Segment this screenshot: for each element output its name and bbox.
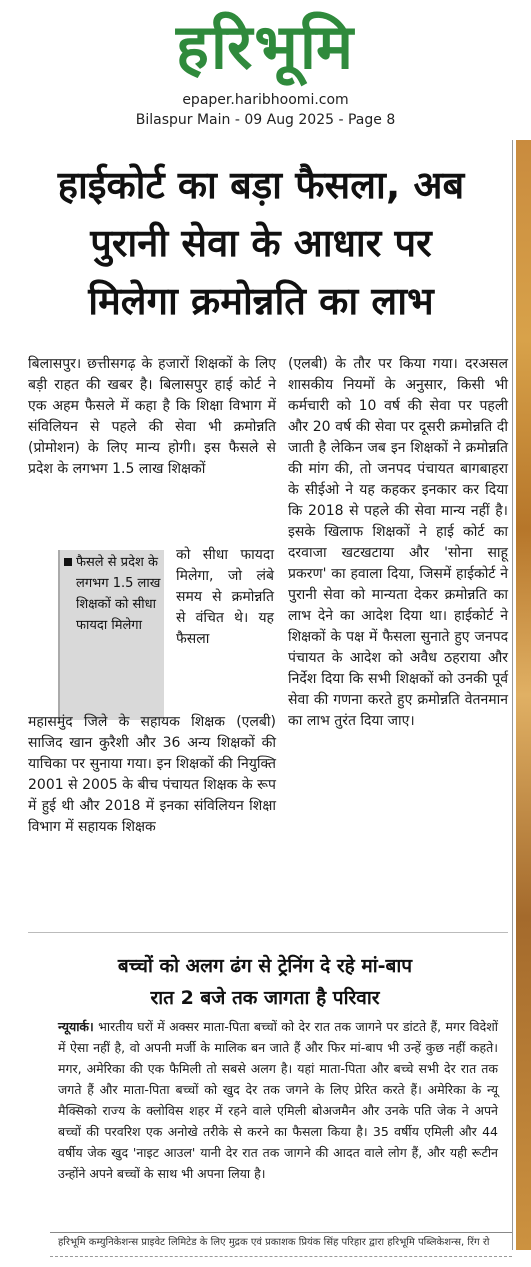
pull-quote-box	[58, 550, 164, 720]
second-article-body	[58, 1016, 498, 1184]
headline-line: पुरानी सेवा के आधार पर	[90, 221, 432, 265]
dateline: न्यूयार्क।	[58, 1019, 94, 1034]
edition-info: Bilaspur Main - 09 Aug 2025 - Page 8	[135, 112, 396, 128]
footer-dashed-rule	[50, 1256, 512, 1257]
headline-line: हाईकोर्ट का बड़ा फैसला, अब	[57, 163, 465, 207]
headline-line: मिलेगा क्रमोन्नति का लाभ	[88, 279, 434, 323]
pull-quote-text: फैसले से प्रदेश के लगभग 1.5 लाख शिक्षकों को सीधा फायदा मिलेगा	[76, 555, 161, 633]
second-article-headline	[40, 950, 490, 1014]
article-column-1-bottom: महासमुंद जिले के सहायक शिक्षक (एलबी) साजिद खान कुरैशी और 36 अन्य शिक्षकों की याचिका पर सुनाया गया। इन शिक्षकों की नियुक्ति 2001 से 2005 के बीच पंचायत शिक्षक के रूप में हुई थी और 2018 में इनका संविलियन शिक्षा विभाग में सहायक शिक्षक	[28, 714, 276, 835]
section-divider	[28, 932, 508, 933]
article-column-2: (एलबी) के तौर पर किया गया। दरअसल शासकीय नियमों के अनुसार, किसी भी कर्मचारी को 10 वर्ष की सेवा पर पहली और 20 वर्ष की सेवा पर दूसरी क्रमोन्नति दी जाती है लेकिन जब इन शिक्षकों ने क्रमोन्नति की मांग की, तो जनपद पंचायत बागबाहरा के सीईओ ने यह कहकर इनकार कर दिया कि 2018 से पहले की सेवा मान्य नहीं है। इसके खिलाफ शिक्षकों ने हाई कोर्ट का दरवाजा खटखटाया और 'सोना साहू प्रकरण' का हवाला दिया, जिसमें हाईकोर्ट ने पुरानी सेवा को मान्यता देकर क्रमोन्नति का लाभ देने का आदेश दिया था। हाईकोर्ट ने शिक्षकों के पक्ष में फैसला सुनाते हुए जनपद पंचायत के आदेश को अवैध ठहराया और निर्देश दिया कि सभी शिक्षकों को उनकी पूर्व सेवा की गणना करते हुए क्रमोन्नति वेतनमान का लाभ तुरंत दिया जाए।	[288, 356, 508, 729]
adjacent-page-image-strip	[516, 140, 531, 1250]
bullet-icon	[64, 558, 72, 566]
footer-rule	[50, 1232, 512, 1233]
article-column-1-top: बिलासपुर। छत्तीसगढ़ के हजारों शिक्षकों के लिए बड़ी राहत की खबर है। बिलासपुर हाई कोर्ट ने एक अहम फैसले में कहा है कि शिक्षा विभाग में संविलियन से पहले की सेवा भी क्रमोन्नति (प्रोमोशन) के लिए मान्य होगी। इस फैसले से प्रदेश के लगभग 1.5 लाख शिक्षकों	[28, 356, 276, 477]
logo-text: हरिभूमि	[175, 10, 356, 83]
footer-imprint: हरिभूमि कम्युनिकेशन्स प्राइवेट लिमिटेड के लिए मुद्रक एवं प्रकाशक प्रियंक सिंह परिहार द्वारा हरिभूमि पब्लिकेशन्स, रिंग रो	[58, 1237, 490, 1248]
article-headline	[14, 156, 508, 330]
site-url: epaper.haribhoomi.com	[182, 92, 349, 108]
second-article-text: भारतीय घरों में अक्सर माता-पिता बच्चों को देर रात तक जागने पर डांटते हैं, मगर विदेशों में ऐसा नहीं है, वो अपनी मर्जी के मालिक बन जाते हैं और फिर मां-बाप भी उन्हें कुछ नहीं कहते। मगर, अमेरिका की एक फैमिली तो सबसे अलग है। यहां माता-पिता और बच्चे सभी देर रात तक जगते हैं और माता-पिता बच्चों को खुद देर तक जगने के लिए प्रेरित करते हैं। अमेरिका के न्यू मैक्सिको राज्य के क्लोविस शहर में रहने वाले एमिली बोअजमैन और उनके पति जेक ने अपने बच्चों की परवरिश एक अनोखे तरीके से करने का फैसला किया है। 35 वर्षीय एमिली और 44 वर्षीय जेक खुद 'नाइट आउल' यानी देर रात तक जागने की आदत वाले लोग हैं, और यही रूटीन उन्होंने अपने बच्चों के साथ भी अपना लिया है।	[58, 1019, 498, 1181]
headline-line: बच्चों को अलग ढंग से ट्रेनिंग दे रहे मां-बाप	[117, 955, 413, 977]
article-column-1-side: को सीधा फायदा मिलेगा, जो लंबे समय से क्रमोन्नति से वंचित थे। यह फैसला	[176, 547, 274, 647]
newspaper-logo	[118, 8, 413, 86]
masthead	[0, 0, 531, 140]
column-divider	[512, 140, 513, 1250]
headline-line: रात 2 बजे तक जागता है परिवार	[150, 987, 380, 1009]
